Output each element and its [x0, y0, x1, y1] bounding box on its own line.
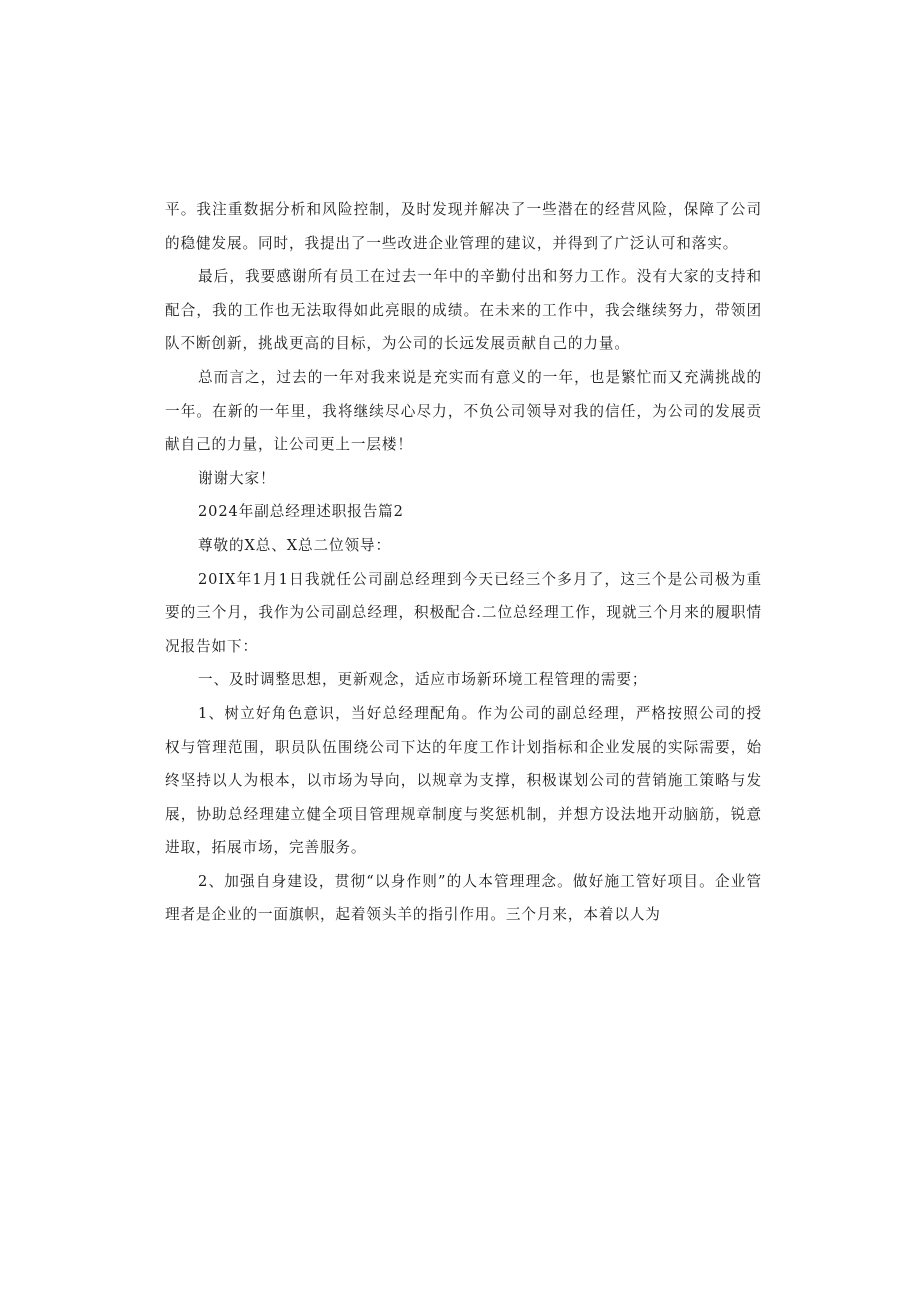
- paragraph-7: 20IX年1月1日我就任公司副总经理到今天已经三个多月了，这三个是公司极为重要的三个月，我作为公司副总经理，积极配合.二位总经理工作，现就三个月来的履职情况报告如下：: [165, 570, 762, 655]
- salutation: 尊敬的X总、X总二位领导：: [198, 536, 392, 554]
- paragraph-4: 谢谢大家！: [198, 469, 276, 487]
- document-body: [165, 193, 762, 932]
- paragraph-3: 总而言之，过去的一年对我来说是充实而有意义的一年，也是繁忙而又充满挑战的一年。在新的一年里，我将继续尽心尽力，不负公司领导对我的信任，为公司的发展贡献自己的力量，让公司更上一层楼！: [165, 368, 762, 454]
- paragraph-10: 2、加强自身建设，贯彻“以身作则”的人本管理理念。做好施工管好项目。企业管理者是企业的一面旗帜，起着领头羊的指引作用。三个月来，本着以人为: [165, 872, 762, 924]
- paragraph-8: 一、及时调整思想，更新观念，适应市场新环境工程管理的需要；: [198, 671, 648, 689]
- paragraph-2: 最后，我要感谢所有员工在过去一年中的辛勤付出和努力工作。没有大家的支持和配合，我的工作也无法取得如此亮眼的成绩。在未来的工作中，我会继续努力，带领团队不断创新，挑战更高的目标，为公司的长远发展贡献自己的力量。: [165, 268, 762, 353]
- paragraph-9: 1、树立好角色意识，当好总经理配角。作为公司的副总经理，严格按照公司的授权与管理范围，职员队伍围绕公司下达的年度工作计划指标和企业发展的实际需要，始终坚持以人为根本，以市场为导向，以规章为支撑，积极谋划公司的营销施工策略与发展，协助总经理建立健全项目管理规章制度与奖惩机制，并想方设法地开动脑筋，锐意进取，拓展市场，完善服务。: [165, 704, 762, 857]
- paragraph-1: 平。我注重数据分析和风险控制，及时发现并解决了一些潜在的经营风险，保障了公司的稳健发展。同时，我提出了一些改进企业管理的建议，并得到了广泛认可和落实。: [165, 201, 762, 252]
- section-heading: 2024年副总经理述职报告篇2: [198, 503, 404, 521]
